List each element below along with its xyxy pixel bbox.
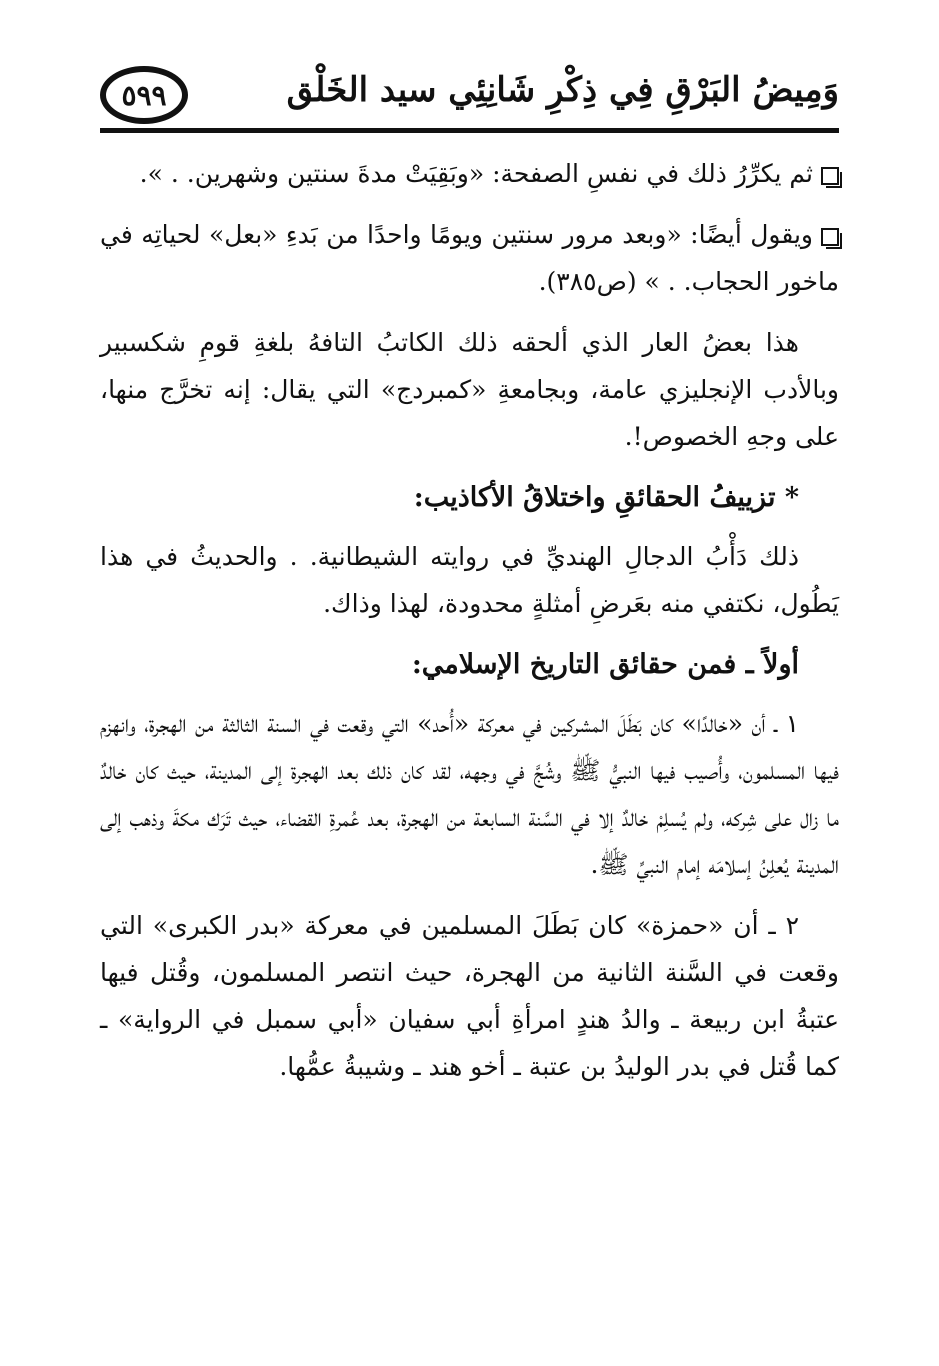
- section-heading-falsification: * تزييفُ الحقائقِ واختلاقُ الأكاذيب:: [413, 482, 799, 513]
- page-number: ٥٩٩: [100, 66, 188, 124]
- paragraph-shame: هذا بعضُ العار الذي ألحقه ذلك الكاتبُ التافهُ بلغةِ قومِ شكسبير وبالأدب الإنجليزي عامة، وبجامعةِ «كمبردج» التي يقال: إنه تخرَّج منها، على وجهِ الخصوص!.: [100, 328, 839, 451]
- paragraph-point-2: ٢ ـ أن «حمزة» كان بَطَلَ المسلمين في معركة «بدر الكبرى» التي وقعت في السَّنة الثانية من الهجرة، حيث انتصر المسلمون، وقُتل فيها عتبةُ ابن ربيعة ـ والدُ هندٍ امرأةِ أبي سفيان «أبي سمبل في الرواية» ـ كما قُتل في بدر الوليدُ بن عتبة ـ أخو هند ـ وشيبةُ عمُّها.: [100, 911, 839, 1081]
- paragraph-text: ويقول أيضًا: «وبعد مرور سنتين ويومًا واحدًا من بَدءِ «بعل» لحياتِه في ماخور الحجاب. . » (ص٣٨٥).: [100, 220, 839, 296]
- header-rule: [100, 128, 839, 133]
- square-bullet-icon: [821, 228, 839, 246]
- square-bullet-icon: [821, 167, 839, 185]
- bullet-paragraph-2: [100, 211, 839, 305]
- paragraph-text: ثم يكرِّرُ ذلك في نفسِ الصفحة: «وبَقِيَتْ مدةَ سنتين وشهرين. . ».: [139, 159, 813, 188]
- subsection-heading-first: أولاً ـ فمن حقائق التاريخ الإسلامي:: [411, 649, 799, 680]
- paragraph-intro: ذلك دَأْبُ الدجالِ الهنديِّ في روايته الشيطانية. . والحديثُ في هذا يَطُول، نكتفي منه بعَرضِ أمثلةٍ محدودة، لهذا وذاك.: [100, 542, 839, 618]
- page-body: [100, 150, 839, 1104]
- paragraph-point-1: ١ ـ أن «خالدًا» كان بَطَلَ المشركين في معركة «أُحد» التي وقعت في السنة الثالثة من الهجرة، وانهزم فيها المسلمون، وأُصيب فيها النبيُّ ﷺ وشُجَّ في وجهه، لقد كان ذلك بعد الهجرة إلى المدينة، حيث كان خالدٌ ما زال على شِركه، ولم يُسلِمْ خالدٌ إلا في السَّنة السابعة من الهجرة، بعد عُمرةِ القضاء، حيث تَرَك مكةَ وذهب إلى المدينة يُعلِنُ إسلامَه إمام النبيِّ ﷺ.: [100, 709, 839, 879]
- page-header: [100, 58, 839, 138]
- bullet-paragraph-1: [100, 150, 839, 197]
- running-title: وَمِيضُ البَرْقِ فِي ذِكْرِ شَانِئِي سيد الخَلْق: [286, 70, 839, 110]
